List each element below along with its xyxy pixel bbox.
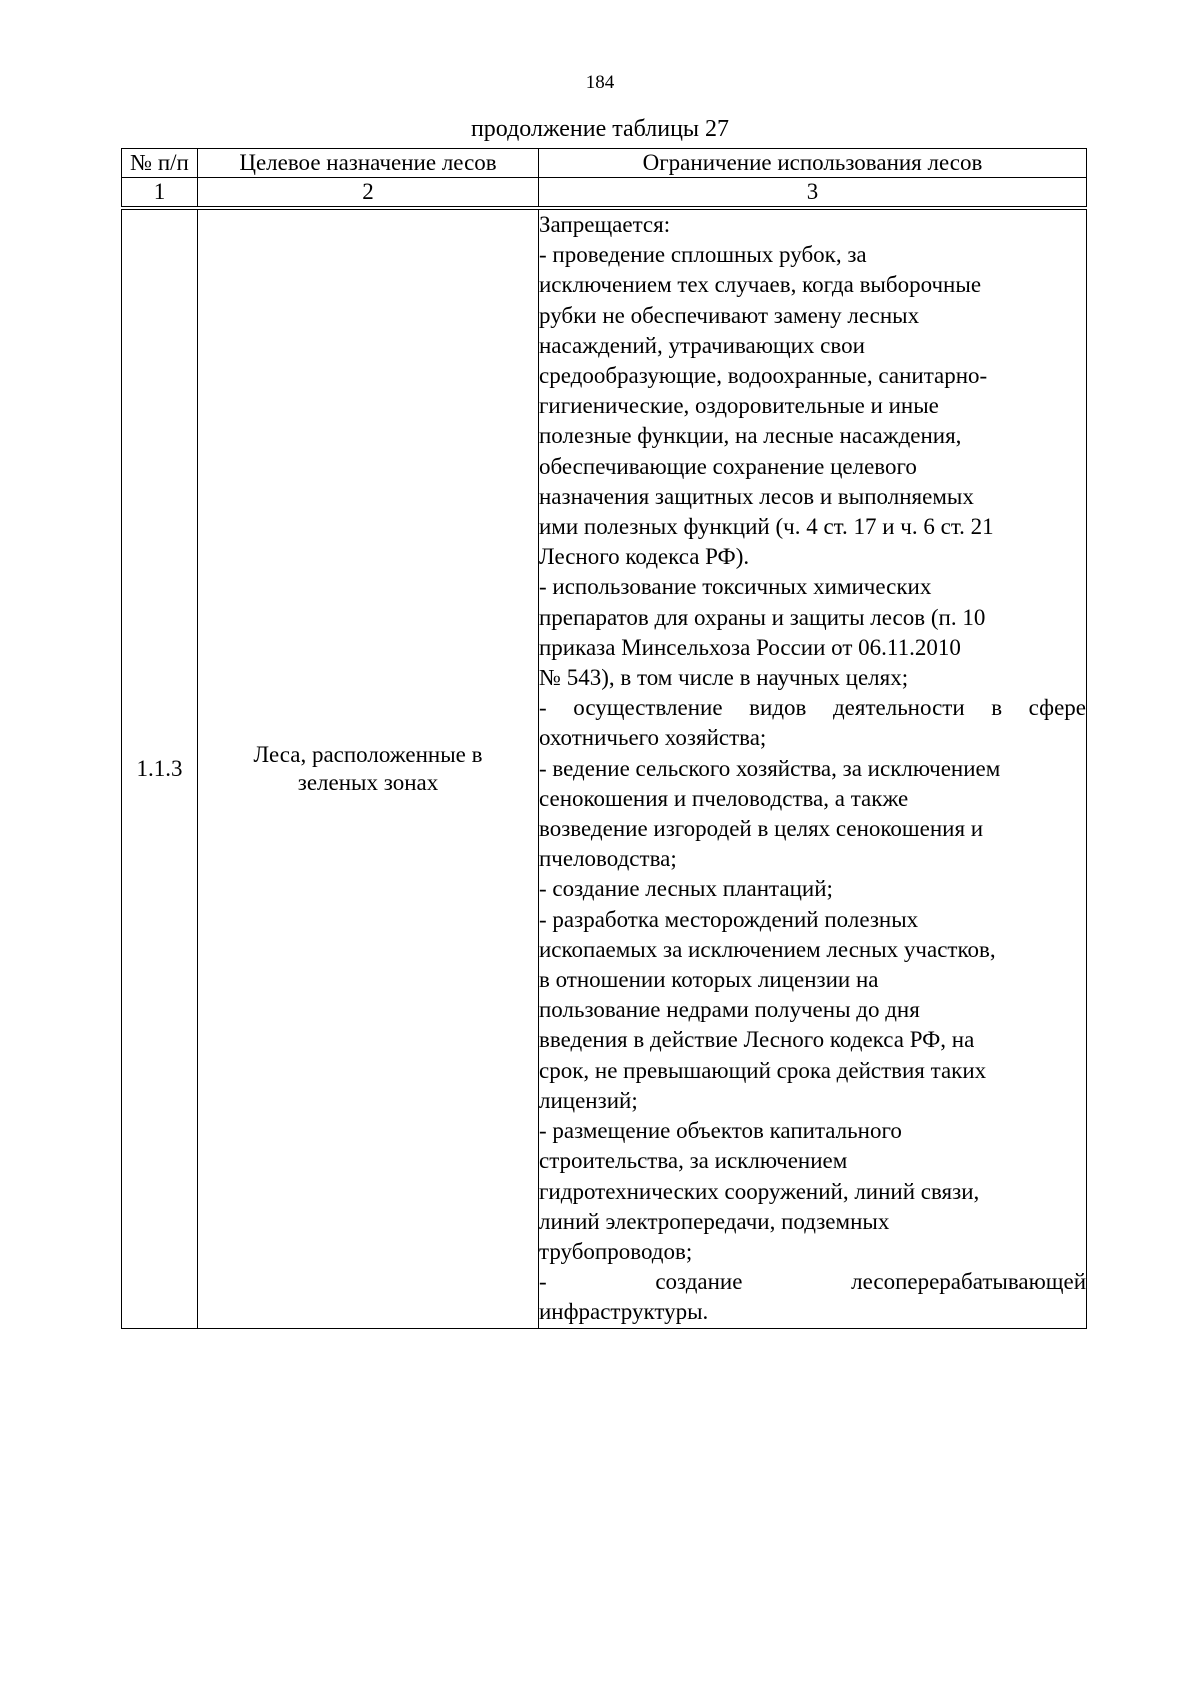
- column-number-row: [122, 178, 1087, 209]
- table-row: [122, 208, 1087, 1328]
- restriction-line: трубопроводов;: [539, 1238, 693, 1264]
- header-number: № п/п: [122, 149, 198, 178]
- restriction-line: ископаемых за исключением лесных участков,: [539, 936, 996, 962]
- row-purpose: [198, 208, 539, 1328]
- restriction-line: строительства, за исключением: [539, 1148, 848, 1174]
- restriction-line: полезные функции, на лесные насаждения,: [539, 423, 962, 449]
- row-purpose-text: Леса, расположенные в зеленых зонах: [253, 741, 483, 795]
- header-restrictions: Ограничение использования лесов: [539, 149, 1087, 178]
- restriction-line: средообразующие, водоохранные, санитарно-: [539, 363, 988, 389]
- row-restrictions: [539, 208, 1087, 1328]
- restriction-line: Запрещается:: [539, 212, 671, 237]
- restriction-line: пчеловодства;: [539, 846, 677, 872]
- restriction-line: - создание лесных плантаций;: [539, 876, 833, 902]
- restriction-line: - создание лесоперерабатывающей: [539, 1269, 1086, 1295]
- restriction-line: - размещение объектов капитального: [539, 1118, 902, 1144]
- header-row: [122, 149, 1087, 178]
- restriction-line: срок, не превышающий срока действия таких: [539, 1057, 987, 1083]
- header-purpose: Целевое назначение лесов: [198, 149, 539, 178]
- restriction-line: обеспечивающие сохранение целевого: [539, 453, 917, 479]
- restriction-line: препаратов для охраны и защиты лесов (п. 10: [539, 604, 986, 630]
- restrictions-table: [121, 148, 1087, 1329]
- restriction-line: - проведение сплошных рубок, за: [539, 242, 867, 268]
- restriction-line: Лесного кодекса РФ).: [539, 544, 750, 570]
- row-number: 1.1.3: [122, 208, 198, 1328]
- restriction-line: гидротехнических сооружений, линий связи,: [539, 1178, 980, 1204]
- restriction-line: лицензий;: [539, 1087, 638, 1113]
- restriction-line: гигиенические, оздоровительные и иные: [539, 393, 939, 419]
- restriction-line: рубки не обеспечивают замену лесных: [539, 302, 920, 328]
- restriction-line: - использование токсичных химических: [539, 574, 932, 600]
- table-caption: продолжение таблицы 27: [470, 116, 730, 142]
- restriction-line: приказа Минсельхоза России от 06.11.2010: [539, 634, 961, 660]
- restriction-line: насаждений, утрачивающих свои: [539, 332, 865, 358]
- restriction-line: возведение изгородей в целях сенокошения и: [539, 816, 984, 842]
- restriction-line: исключением тех случаев, когда выборочные: [539, 272, 982, 298]
- restriction-line: сенокошения и пчеловодства, а также: [539, 785, 909, 811]
- column-number-3: 3: [539, 178, 1087, 209]
- restriction-line: назначения защитных лесов и выполняемых: [539, 483, 974, 509]
- restriction-line: введения в действие Лесного кодекса РФ, на: [539, 1027, 975, 1053]
- restriction-line: - разработка месторождений полезных: [539, 906, 919, 932]
- restriction-line: - ведение сельского хозяйства, за исключением: [539, 755, 1001, 781]
- restriction-line: инфраструктуры.: [539, 1299, 709, 1325]
- column-number-2: 2: [198, 178, 539, 209]
- restriction-line: № 543), в том числе в научных целях;: [539, 665, 909, 691]
- restriction-line: линий электропередачи, подземных: [539, 1208, 890, 1234]
- restriction-line: в отношении которых лицензии на: [539, 967, 879, 993]
- restriction-line: ими полезных функций (ч. 4 ст. 17 и ч. 6 ст. 21: [539, 514, 994, 540]
- page-number: 184: [585, 72, 615, 93]
- restriction-line: охотничьего хозяйства;: [539, 725, 767, 751]
- restriction-line: пользование недрами получены до дня: [539, 997, 920, 1023]
- column-number-1: 1: [122, 178, 198, 209]
- restriction-line: - осуществление видов деятельности в сфере: [539, 695, 1086, 721]
